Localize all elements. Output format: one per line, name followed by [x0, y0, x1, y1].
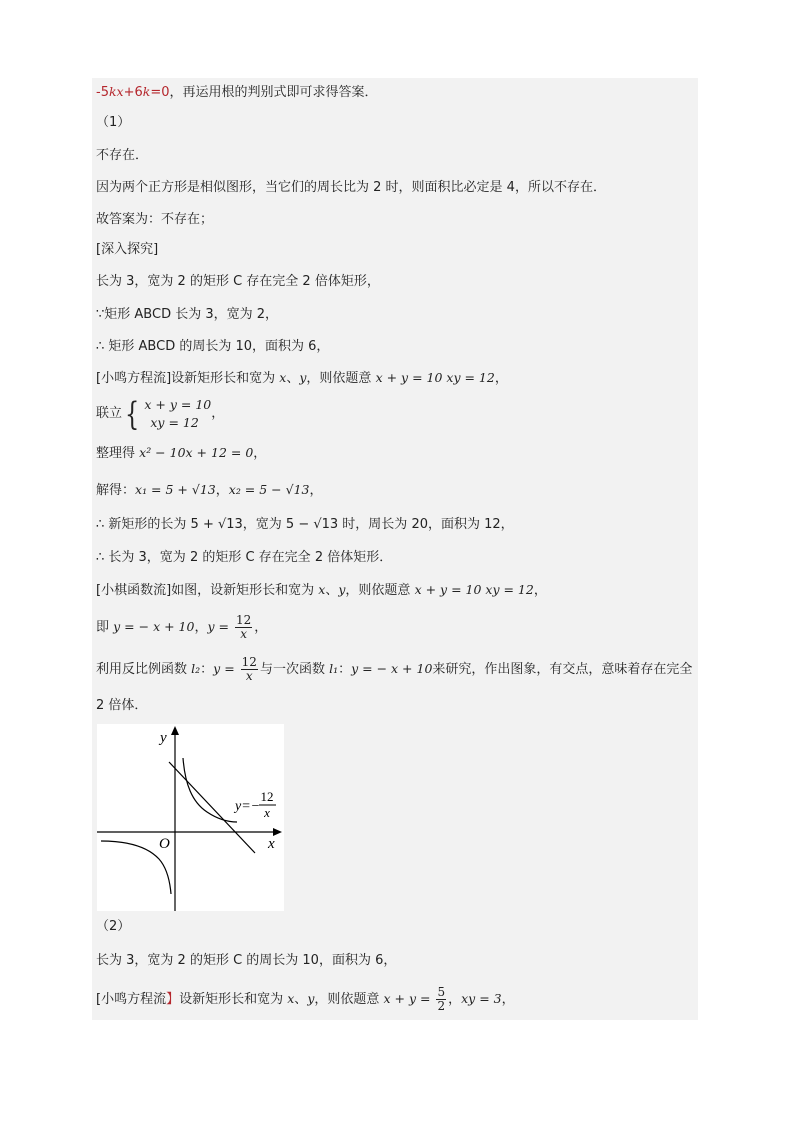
- method-label: [小棋函数流]如图，设新矩形长和宽为: [96, 583, 319, 598]
- bracket-symbol: 】: [166, 992, 180, 1007]
- function-graph: [97, 724, 284, 911]
- perimeter-area: ∴ 矩形 ABCD 的周长为 10，面积为 6，: [96, 339, 330, 354]
- sentence-text: 与一次函数: [259, 662, 330, 677]
- solution-x2: x₂ = 5 − √13: [228, 482, 310, 497]
- var-y: y: [338, 582, 346, 597]
- equation-row: xy = 12: [150, 415, 199, 430]
- equation-method-intro: [96, 369, 508, 388]
- fraction-12-over-x: [241, 656, 258, 683]
- sentence-text: 利用反比例函数: [96, 662, 192, 677]
- var-k: k: [108, 84, 117, 99]
- line-l2-label: l₂: [191, 661, 201, 676]
- sentence-text: 设新矩形长和宽为: [179, 992, 288, 1007]
- linear-function: y = − x + 10: [351, 661, 433, 676]
- var-x: x: [279, 370, 287, 385]
- curve-label-numerator: 12: [260, 789, 274, 804]
- separator: ，: [194, 620, 208, 635]
- part-1-label: （1）: [96, 115, 131, 130]
- coef-text: -5: [96, 85, 109, 100]
- reason-text: 因为两个正方形是相似图形，当它们的周长比为 2 时，则面积比必定是 4，所以不存在．: [96, 180, 606, 195]
- y-axis-arrow: [171, 726, 179, 735]
- given-rectangle: ∵矩形 ABCD 长为 3，宽为 2，: [96, 307, 279, 322]
- punctuation: ，: [211, 406, 225, 421]
- method-label: [小鸣方程流: [96, 992, 167, 1007]
- curve-label-lhs: y=−: [235, 799, 261, 814]
- hyperbola-branch-q1: [183, 758, 237, 822]
- function-method-intro: [96, 581, 547, 600]
- punctuation: ，: [254, 620, 268, 635]
- reciprocal-lhs: y =: [213, 661, 239, 676]
- function-analysis: [96, 654, 692, 685]
- condition-equations: x + y = 10 xy = 12: [375, 370, 495, 385]
- step-label: 整理得: [96, 446, 140, 461]
- var-y: y: [307, 991, 315, 1006]
- step-label: 即: [96, 620, 114, 635]
- colon: ：: [200, 662, 214, 677]
- var-x: x: [287, 991, 295, 1006]
- function-forms: [96, 612, 267, 643]
- claim-text: 长为 3，宽为 2 的矩形 C 存在完全 2 倍体矩形，: [96, 274, 380, 289]
- fraction-numerator: 12: [235, 613, 252, 627]
- sentence-text: ，则依题意: [306, 371, 376, 386]
- brace-symbol: {: [125, 395, 140, 433]
- punctuation: ，: [494, 371, 508, 386]
- x-axis-arrow: [273, 828, 282, 836]
- equation-stack: [144, 396, 211, 432]
- fraction-denominator: x: [240, 627, 247, 641]
- method-label: [小鸣方程流]设新矩形长和宽为: [96, 371, 280, 386]
- sentence-text: ，则依题意: [314, 992, 384, 1007]
- quadratic-equation: x² − 10x + 12 = 0: [139, 445, 254, 460]
- separator: 、: [286, 371, 300, 386]
- linear-function: y = − x + 10: [113, 619, 195, 634]
- rectangle-c-perimeter: 长为 3，宽为 2 的矩形 C 的周长为 10，面积为 6，: [96, 953, 397, 968]
- function-conclusion: 2 倍体．: [96, 698, 148, 713]
- solutions-line: [96, 481, 323, 500]
- fraction-denominator: 2: [437, 999, 446, 1013]
- punctuation: ，: [253, 446, 267, 461]
- origin-label: O: [159, 836, 170, 852]
- y-axis-label: y: [160, 730, 167, 746]
- new-rectangle-result: ∴ 新矩形的长为 5 + √13，宽为 5 − √13 时，周长为 20，面积为 12，: [96, 517, 514, 532]
- step-label: 解得：: [96, 483, 136, 498]
- conclusion-text: ∴ 长为 3，宽为 2 的矩形 C 存在完全 2 倍体矩形．: [96, 550, 393, 565]
- fraction-12-over-x: [235, 614, 252, 641]
- part-2-label: （2）: [96, 919, 131, 934]
- var-y: y: [299, 370, 307, 385]
- sentence-text: ，则依题意: [345, 583, 415, 598]
- coef-text: +6: [123, 85, 143, 100]
- equals-zero: =0: [150, 85, 170, 100]
- answer-not-exist: 不存在．: [96, 148, 149, 163]
- graph-svg: [97, 724, 284, 911]
- punctuation: ，: [501, 992, 515, 1007]
- equation-row: x + y = 10: [144, 397, 212, 412]
- product-equation: xy = 3: [461, 991, 502, 1006]
- condition-equations: x + y = 10 xy = 12: [414, 582, 534, 597]
- system-of-equations: [96, 396, 224, 432]
- separator: 、: [325, 583, 339, 598]
- separator: ，: [448, 992, 462, 1007]
- separator: 、: [294, 992, 308, 1007]
- punctuation: ，: [309, 483, 323, 498]
- var-x: x: [318, 582, 326, 597]
- separator: ，: [215, 483, 229, 498]
- simplified-equation: [96, 444, 266, 463]
- part-2-equation-method: [96, 984, 515, 1015]
- sentence-text: 来研究，作出图象，有交点，意味着存在完全: [432, 662, 693, 677]
- reciprocal-lhs: y =: [207, 619, 233, 634]
- var-k: k: [142, 84, 151, 99]
- fraction-numerator: 5: [437, 985, 446, 999]
- sentence-text: ，再运用根的判别式即可求得答案．: [169, 85, 378, 100]
- solution-x1: x₁ = 5 + √13: [135, 482, 216, 497]
- line-quadratic-tail: [96, 83, 378, 102]
- sum-lhs: x + y =: [383, 991, 435, 1006]
- punctuation: ，: [533, 583, 547, 598]
- fraction-denominator: x: [245, 669, 253, 683]
- line-l1-label: l₁: [329, 661, 339, 676]
- answer-summary: 故答案为：不存在；: [96, 212, 214, 227]
- var-x: x: [116, 84, 124, 99]
- fraction-numerator: 12: [241, 655, 257, 669]
- system-label: 联立: [96, 406, 123, 421]
- colon: ：: [338, 662, 352, 677]
- curve-label-denominator: x: [264, 805, 270, 820]
- section-deep-explore: [深入探究]: [96, 242, 159, 257]
- x-axis-label: x: [268, 836, 275, 852]
- fraction-5-over-2: [436, 986, 446, 1013]
